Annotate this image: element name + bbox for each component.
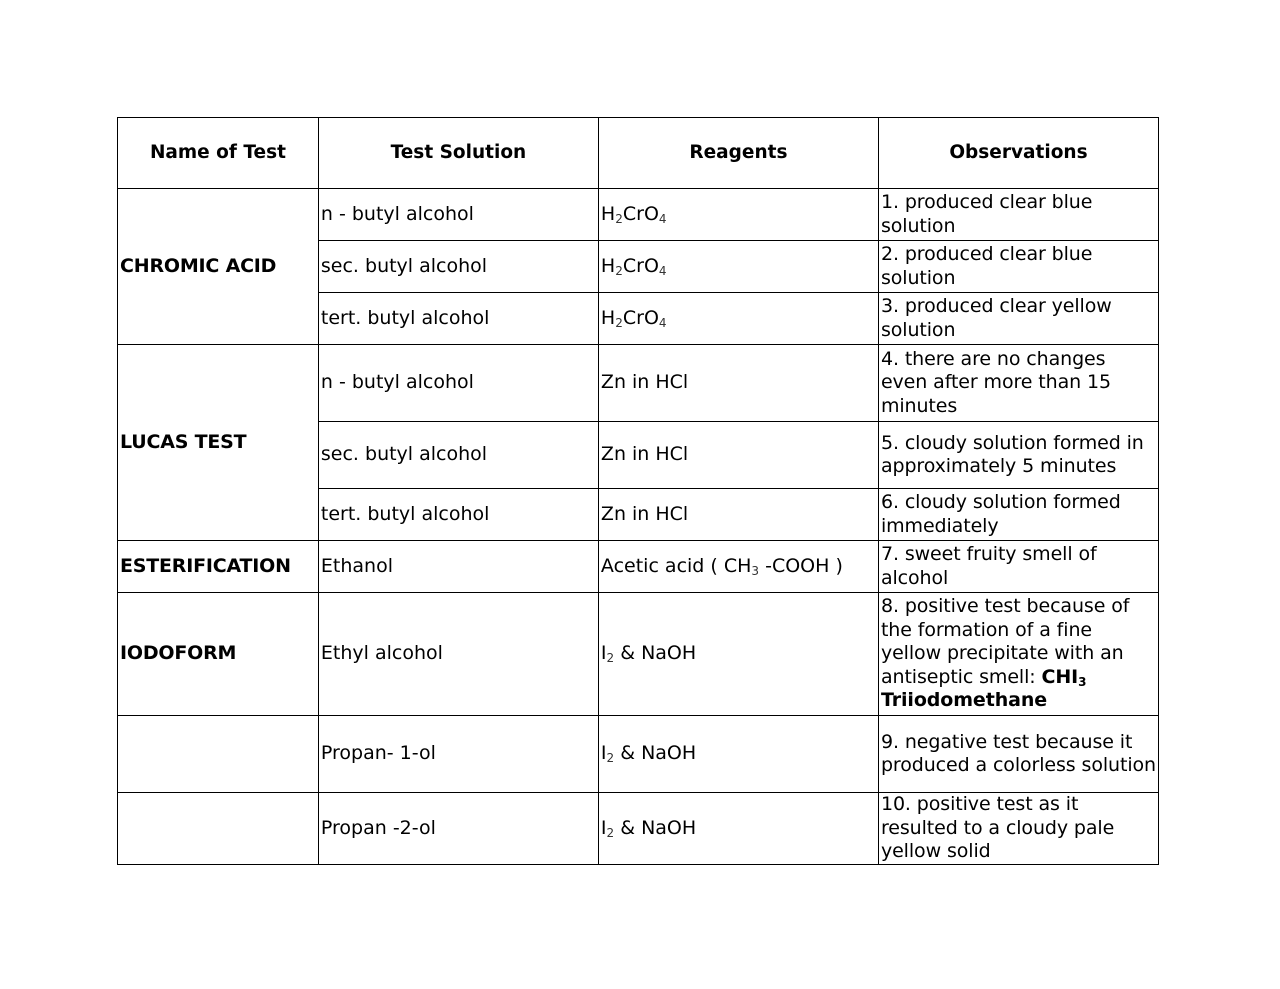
reagent-subscript: 2 [615,211,623,226]
test-solution-cell: tert. butyl alcohol [318,489,598,541]
reagent-subscript: 4 [658,315,667,330]
test-solution-cell: n - butyl alcohol [318,345,598,422]
header-name-of-test: Name of Test [118,118,319,189]
reagent-subscript: 2 [606,651,615,666]
compound-name: Triiodomethane [880,689,1048,712]
reagent-cell [598,716,878,793]
reagent-subscript: 3 [751,563,760,578]
reagent-subscript: 2 [615,263,623,278]
test-name-esterification: ESTERIFICATION [118,541,319,593]
reagent-text: I [600,816,607,839]
test-name-iodoform: IODOFORM [118,593,319,716]
observation-cell: 5. cloudy solution formed in approximately 5 minutes [878,422,1158,489]
formula-text: CHI [1041,665,1079,688]
formula-chi3 [1042,666,1087,688]
table-row [118,793,1159,865]
reagent-text: H [600,254,616,277]
observation-cell: 7. sweet fruity smell of alcohol [878,541,1158,593]
reagent-subscript: 4 [658,211,667,226]
reagent-text: CrO [622,306,659,329]
reagent-text: H [600,306,616,329]
reagent-cell [598,241,878,293]
header-test-solution: Test Solution [318,118,598,189]
header-reagents: Reagents [598,118,878,189]
observation-cell [878,593,1158,716]
reagent-text: -COOH ) [759,554,843,577]
reagent-cell [598,593,878,716]
reagent-text: I [600,742,607,765]
reagent-subscript: 2 [606,825,615,840]
reagent-subscript: 2 [615,315,623,330]
observation-cell: 3. produced clear yellow solution [878,293,1158,345]
test-name-chromic-acid: CHROMIC ACID [118,189,319,345]
observation-cell: 2. produced clear blue solution [878,241,1158,293]
reagent-text: I [600,642,607,665]
header-row [118,118,1159,189]
test-name-lucas-test: LUCAS TEST [118,345,319,541]
test-solution-cell: n - butyl alcohol [318,189,598,241]
reagent-text: Acetic acid ( CH [600,554,752,577]
reagent-text: CrO [622,202,659,225]
reagent-cell: Zn in HCl [598,422,878,489]
table-row [118,716,1159,793]
test-solution-cell: Ethanol [318,541,598,593]
test-solution-cell: Propan -2-ol [318,793,598,865]
reagent-cell: Zn in HCl [598,345,878,422]
reagent-subscript: 4 [658,263,667,278]
observation-cell: 1. produced clear blue solution [878,189,1158,241]
table-row [118,189,1159,241]
reagent-cell [598,541,878,593]
formula-subscript: 3 [1078,674,1087,689]
observation-cell: 10. positive test as it resulted to a cloudy pale yellow solid [878,793,1158,865]
tests-table [117,117,1159,865]
table-row [118,541,1159,593]
reagent-text: CrO [622,254,659,277]
reagent-text: & NaOH [614,642,697,665]
test-solution-cell: sec. butyl alcohol [318,422,598,489]
reagent-text: & NaOH [614,742,697,765]
reagent-text: & NaOH [614,816,697,839]
reagent-subscript: 2 [606,751,615,766]
table-row [118,593,1159,716]
observation-text: 8. positive test because of the formation of a fine yellow precipitate with an antiseptic smell: [880,595,1130,688]
reagent-cell [598,189,878,241]
test-name-empty [118,793,319,865]
test-solution-cell: Propan- 1-ol [318,716,598,793]
test-name-empty [118,716,319,793]
test-solution-cell: tert. butyl alcohol [318,293,598,345]
header-observations: Observations [878,118,1158,189]
reagent-cell [598,293,878,345]
test-solution-cell: sec. butyl alcohol [318,241,598,293]
observation-cell: 4. there are no changes even after more than 15 minutes [878,345,1158,422]
observation-cell: 9. negative test because it produced a colorless solution [878,716,1158,793]
reagent-text: H [600,202,616,225]
test-solution-cell: Ethyl alcohol [318,593,598,716]
reagent-cell [598,793,878,865]
observation-cell: 6. cloudy solution formed immediately [878,489,1158,541]
table-row [118,345,1159,422]
reagent-cell: Zn in HCl [598,489,878,541]
